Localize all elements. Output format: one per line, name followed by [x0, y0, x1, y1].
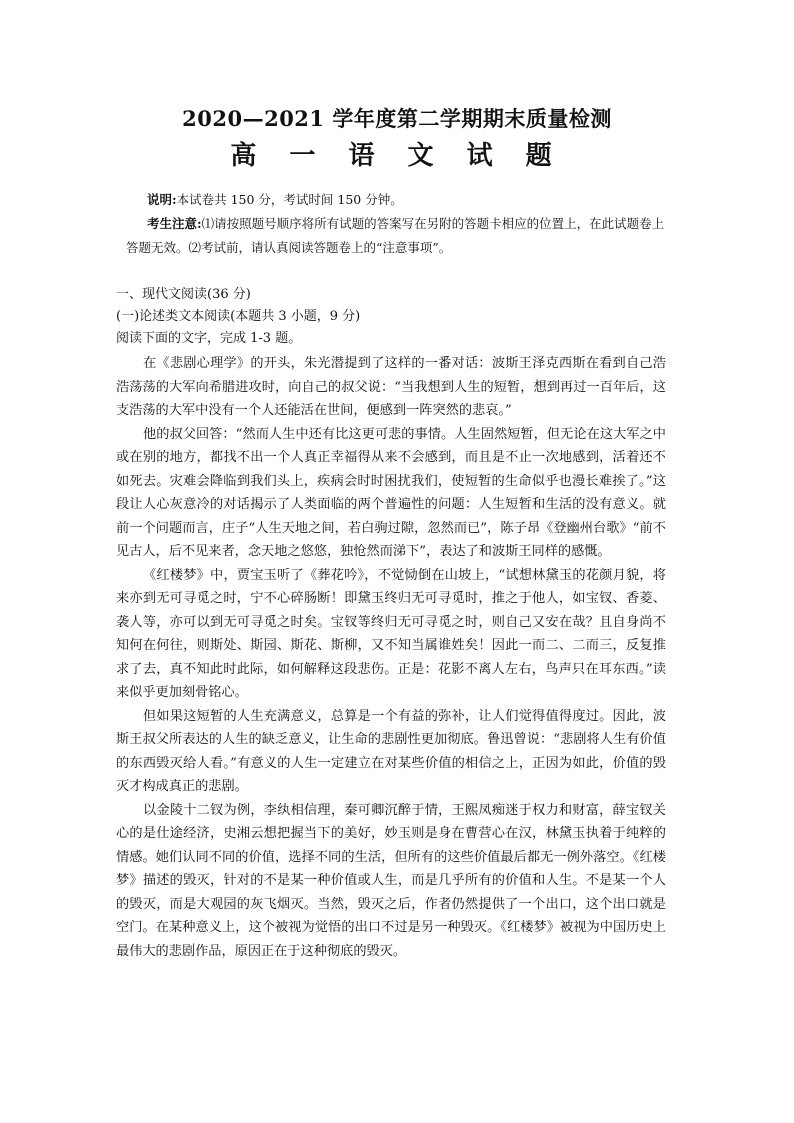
reading-passage	[116, 352, 666, 963]
exam-notes	[126, 188, 666, 260]
exam-subtitle: 高 一 语 文 试 题	[230, 141, 564, 171]
section-heading-modern-reading: 一、现代文阅读(36 分)	[116, 287, 251, 302]
passage-paragraph: 以金陵十二钗为例，李纨相信理，秦可卿沉醉于情，王熙凤痴迷于权力和财富，薛宝钗关心的是仕途经济，史湘云想把握当下的美好，妙玉则是身在曹营心在汉，林黛玉执着于纯粹的情感。她们认同不同的价值，选择不同的生活，但所有的这些价值最后都无一例外落空。《红楼梦》描述的毁灭，针对的不是某一种价值或人生，而是几乎所有的价值和人生。不是某一个人的毁灭，而是大观园的灰飞烟灭。当然，毁灭之后，作者仍然提供了一个出口，这个出口就是空门。在某种意义上，这个被视为觉悟的出口不过是另一种毁灭。《红楼梦》被视为中国历史上最伟大的悲剧作品，原因正在于这种彻底的毁灭。	[116, 802, 666, 959]
explain-text: 本试卷共 150 分，考试时间 150 分钟。	[176, 192, 403, 207]
passage-paragraph: 在《悲剧心理学》的开头，朱光潜提到了这样的一番对话：波斯王泽克西斯在看到自己浩浩荡荡的大军向希腊进攻时，向自己的叔父说：“当我想到人生的短暂，想到再过一百年后，这支浩荡的大军中没有一个人还能活在世间，便感到一阵突然的悲哀。”	[116, 356, 666, 418]
attention-label: 考生注意:	[147, 216, 202, 231]
explain-label: 说明:	[147, 192, 177, 207]
subsection-heading-argumentative: (一)论述类文本阅读(本题共 3 小题，9 分)	[116, 309, 361, 324]
passage-paragraph: 《红楼梦》中，贾宝玉听了《葬花吟》，不觉恸倒在山坡上，“试想林黛玉的花颜月貌，将来亦到无可寻觅之时，宁不心碎肠断！即黛玉终归无可寻觅时，推之于他人，如宝钗、香菱、袭人等，亦可以到无可寻觅之时矣。宝钗等终归无可寻觅之时，则自己又安在哉？且自身尚不知何在何往，则斯处、斯园、斯花、斯柳，又不知当属谁姓矣！因此一而二、二而三，反复推求了去，真不知此时此际，如何解释这段悲伤。正是：花影不离人左右，鸟声只在耳东西。”读来似乎更加刻骨铭心。	[116, 567, 666, 700]
passage-paragraph: 但如果这短暂的人生充满意义，总算是一个有益的弥补，让人们觉得值得度过。因此，波斯王叔父所表达的人生的缺乏意义，让生命的悲剧性更加彻底。鲁迅曾说：“悲剧将人生有价值的东西毁灭给人看。”有意义的人生一定建立在对某些价值的相信之上，正因为如此，价值的毁灭才构成真正的悲剧。	[116, 708, 666, 794]
explain-note	[126, 188, 666, 212]
attention-text: ⑴请按照题号顺序将所有试题的答案写在另附的答题卡相应的位置上，在此试题卷上答题无效。⑵考试前，请认真阅读答题卷上的“注意事项”。	[126, 216, 665, 255]
reading-instruction: 阅读下面的文字，完成 1-3 题。	[116, 331, 302, 346]
attention-note	[126, 212, 666, 260]
exam-title: 2020—2021 学年度第二学期期末质量检测	[182, 106, 612, 131]
passage-paragraph: 他的叔父回答：“然而人生中还有比这更可悲的事情。人生固然短暂，但无论在这大军之中或在别的地方，都找不出一个人真正幸福得从来不会感到，而且是不止一次地感到，活着还不如死去。灾难会降临到我们头上，疾病会时时困扰我们，使短暂的生命似乎也漫长难挨了。”这段让人心灰意冷的对话揭示了人类面临的两个普遍性的问题：人生短暂和生活的没有意义。就前一个问题而言，庄子“人生天地之间，若白驹过隙，忽然而已”，陈子昂《登幽州台歌》“前不见古人，后不见来者，念天地之悠悠，独怆然而涕下”，表达了和波斯王同样的感慨。	[116, 426, 666, 559]
